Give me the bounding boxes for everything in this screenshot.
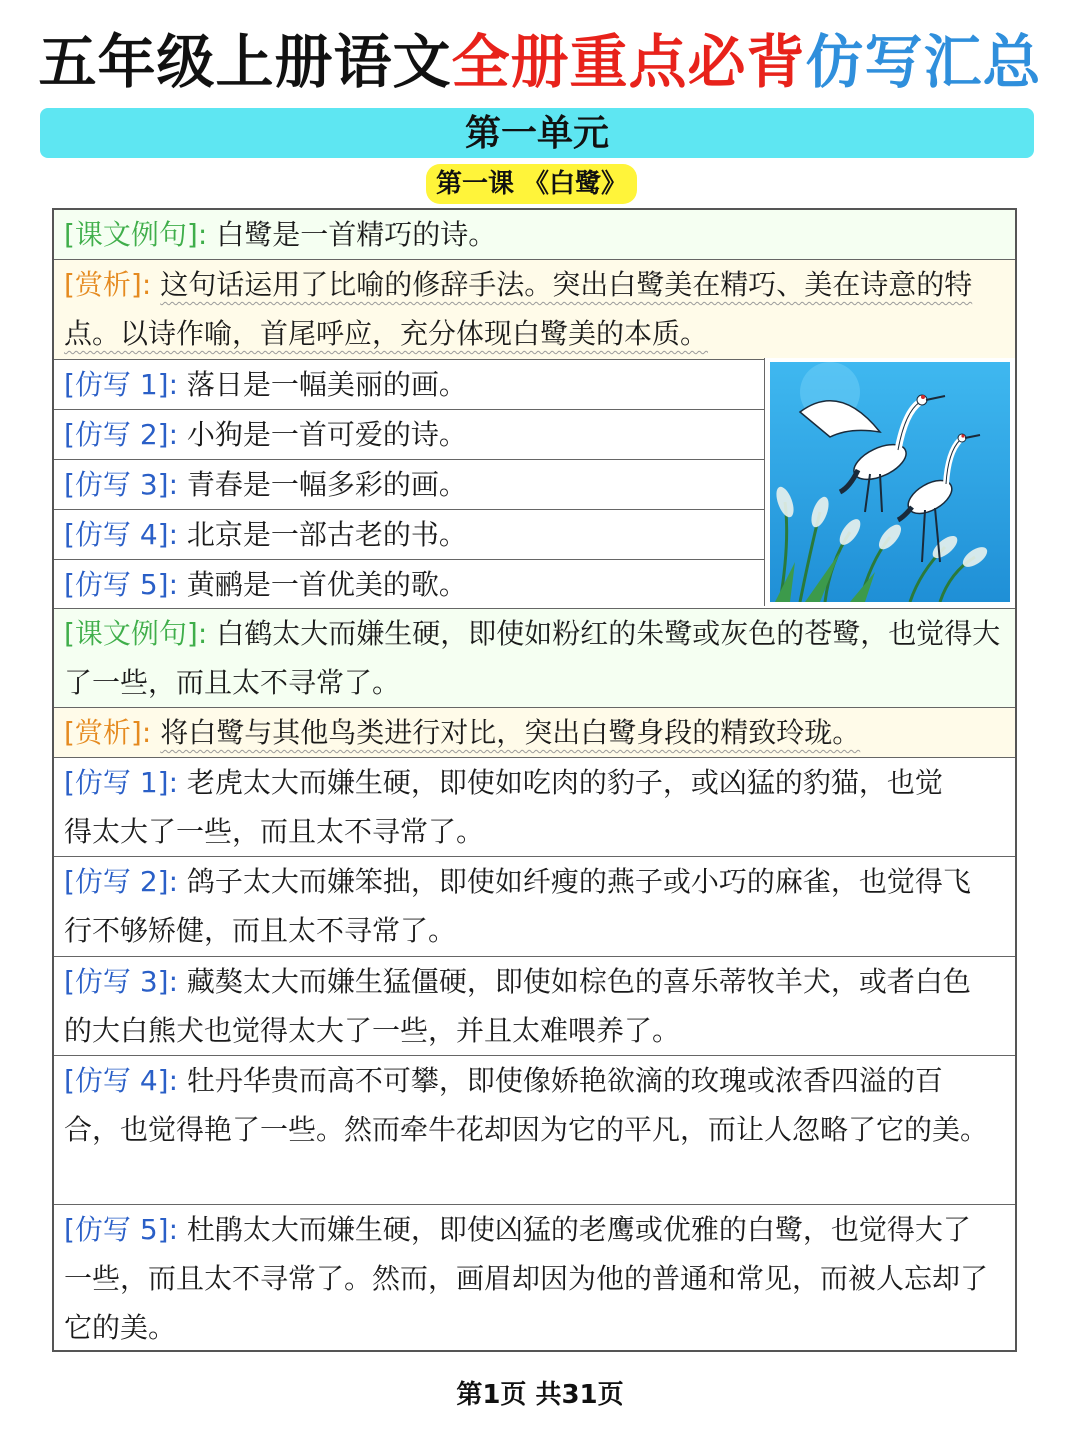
imitation-text: 落日是一幅美丽的画。 — [186, 368, 467, 401]
egret-icon — [769, 362, 1011, 602]
example-text: 白鹭是一首精巧的诗。 — [216, 218, 497, 251]
imitation-text: 鸽子太大而嫌笨拙，即使如纤瘦的燕子或小巧的麻雀，也觉得飞行不够矫健，而且太不寻常了。 — [64, 865, 971, 947]
imitation-row — [54, 360, 764, 410]
analysis-label: [赏析]: — [64, 716, 152, 749]
imitation-label: [仿写 2]: — [64, 418, 178, 451]
imitation-label: [仿写 5]: — [64, 568, 178, 601]
imitation-label: [仿写 5]: — [64, 1213, 178, 1246]
analysis-row-1 — [54, 260, 1015, 360]
content-table — [52, 208, 1017, 1352]
imitation-label: [仿写 1]: — [64, 766, 178, 799]
imitation-row — [54, 1056, 1015, 1205]
imitation-row — [54, 857, 1015, 957]
imitation-text: 青春是一幅多彩的画。 — [186, 468, 467, 501]
page-title — [0, 22, 1080, 102]
lesson-title: 第一课 《白鹭》 — [426, 164, 637, 204]
egret-illustration — [764, 358, 1015, 606]
unit-header: 第一单元 — [40, 108, 1034, 158]
example-text: 白鹤太大而嫌生硬，即使如粉红的朱鹭或灰色的苍鹭，也觉得大了一些，而且太不寻常了。 — [64, 617, 1001, 699]
imitation-row — [54, 1205, 1015, 1350]
example-row-1 — [54, 210, 1015, 260]
imitation-row — [54, 758, 1015, 857]
analysis-label: [赏析]: — [64, 268, 152, 301]
imitation-text: 杜鹃太大而嫌生硬，即使凶猛的老鹰或优雅的白鹭，也觉得大了一些，而且太不寻常了。然而，画眉却因为他的普通和常见，而被人忘却了它的美。 — [64, 1213, 989, 1344]
imitation-label: [仿写 2]: — [64, 865, 178, 898]
analysis-row-2 — [54, 708, 1015, 758]
imitation-row — [54, 510, 764, 560]
title-part-grade: 五年级上册语文 — [38, 28, 452, 96]
title-part-key: 全册重点必背 — [451, 28, 806, 96]
imitation-text: 北京是一部古老的书。 — [186, 518, 467, 551]
example-label: [课文例句]: — [64, 218, 208, 251]
imitation-label: [仿写 3]: — [64, 468, 178, 501]
page-number: 第1页 共31页 — [456, 1380, 624, 1410]
imitation-row — [54, 410, 764, 460]
imitation-row — [54, 460, 764, 510]
imitation-row — [54, 560, 764, 608]
imitation-text: 藏獒太大而嫌生猛僵硬，即使如棕色的喜乐蒂牧羊犬，或者白色的大白熊犬也觉得太大了一些，并且太难喂养了。 — [64, 965, 971, 1047]
imitation-label: [仿写 4]: — [64, 518, 178, 551]
imitation-text: 小狗是一首可爱的诗。 — [186, 418, 467, 451]
imitation-text: 黄鹂是一首优美的歌。 — [186, 568, 467, 601]
imitation-label: [仿写 3]: — [64, 965, 178, 998]
analysis-text: 这句话运用了比喻的修辞手法。突出白鹭美在精巧、美在诗意的特点。以诗作喻，首尾呼应，充分体现白鹭美的本质。 — [64, 268, 973, 350]
imitation-text: 老虎太大而嫌生硬，即使如吃肉的豹子，或凶猛的豹猫，也觉得太大了一些，而且太不寻常了。 — [64, 766, 943, 848]
imitation-label: [仿写 4]: — [64, 1064, 178, 1097]
example-row-2 — [54, 608, 1015, 708]
imitation-text: 牡丹华贵而高不可攀，即使像娇艳欲滴的玫瑰或浓香四溢的百合，也觉得艳了一些。然而牵牛花却因为它的平凡，而让人忽略了它的美。 — [64, 1064, 989, 1146]
imitation-label: [仿写 1]: — [64, 368, 178, 401]
example-label: [课文例句]: — [64, 617, 208, 650]
imitation-row — [54, 957, 1015, 1056]
analysis-text: 将白鹭与其他鸟类进行对比，突出白鹭身段的精致玲珑。 — [160, 716, 861, 749]
title-part-summary: 仿写汇总 — [805, 28, 1042, 96]
